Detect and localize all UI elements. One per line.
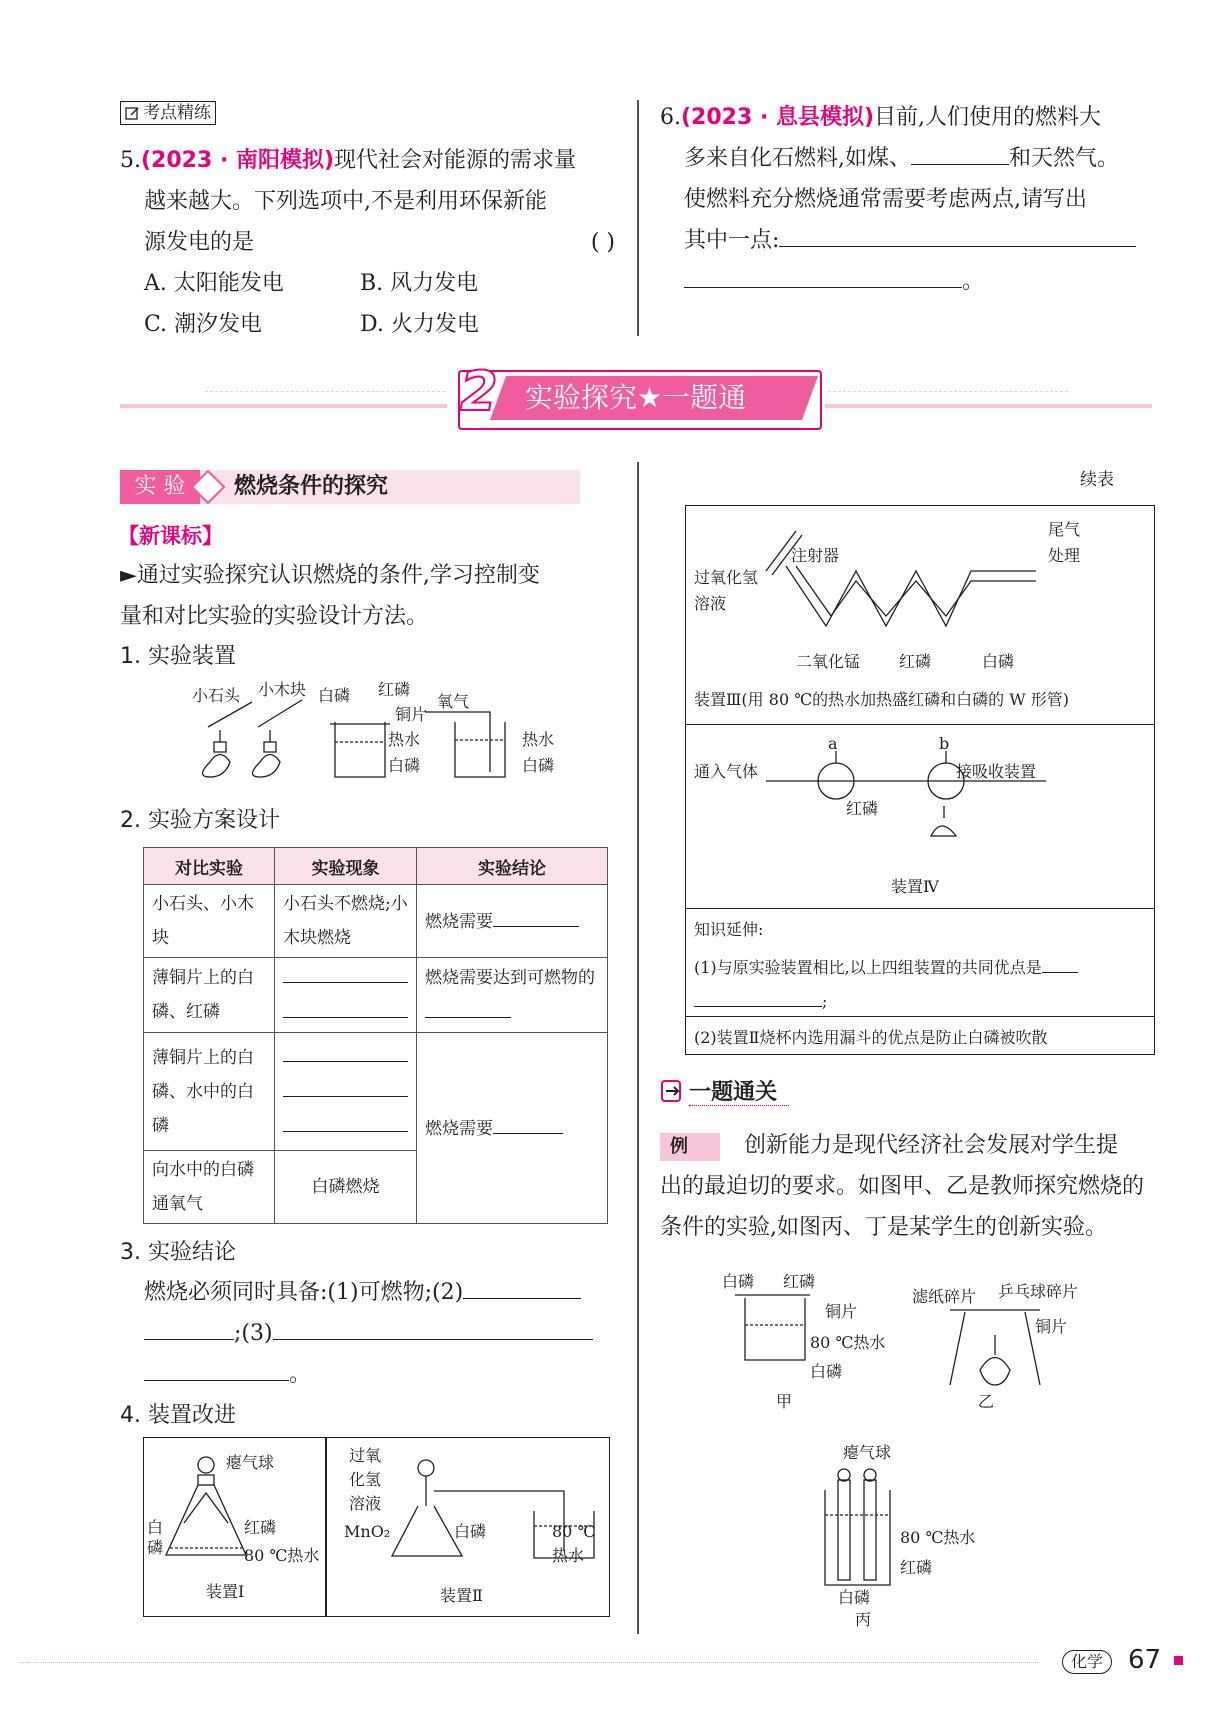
question-5: 5.(2023 · 南阳模拟)现代社会对能源的需求量 越来越大。下列选项中,不是利用环保新能 源发电的是 ( ) A. 太阳能发电 B. 风力发电 C. 潮汐发电 D. 火力发电 bbox=[120, 148, 615, 337]
device-4-drawing bbox=[766, 736, 1066, 846]
standard-tag: 【新课标】 bbox=[118, 524, 223, 548]
tag-practice: 考点精练 bbox=[120, 101, 216, 125]
banner-number: 2 bbox=[460, 360, 498, 423]
example-text: 例 创新能力是现代经济社会发展对学生提 出的最迫切的要求。如图甲、乙是教师探究燃烧的 条件的实验,如图丙、丁是某学生的创新实验。 bbox=[660, 1133, 1145, 1240]
section-banner bbox=[120, 360, 1152, 435]
section-1-title: 1. 实验装置 bbox=[120, 644, 236, 669]
device-3-drawing bbox=[756, 526, 1076, 636]
figure-bing-drawing bbox=[820, 1465, 910, 1605]
column-divider-bottom bbox=[637, 462, 639, 1634]
conclusion-text: 燃烧必须同时具备:(1)可燃物;(2) ;(3) 。 bbox=[144, 1272, 609, 1395]
experiment-header: 实 验 燃烧条件的探究 bbox=[120, 470, 580, 504]
experiment-title: 燃烧条件的探究 bbox=[234, 474, 389, 499]
section-2-title: 2. 实验方案设计 bbox=[120, 808, 280, 833]
standard-text: ►通过实验探究认识燃烧的条件,学习控制变 量和对比实验的实验设计方法。 bbox=[120, 563, 540, 629]
continued-label: 续表 bbox=[1080, 470, 1114, 490]
arrow-box-icon bbox=[660, 1079, 684, 1103]
improved-devices: 瘪气球 白磷 红磷 80 ℃热水 装置Ⅰ 过氧 化氢 溶液 MnO₂ 白磷 80 ℃ 热水 装置Ⅱ bbox=[143, 1437, 610, 1617]
example-tag: 例 bbox=[660, 1133, 720, 1161]
banner-title: 实验探究★一题通 bbox=[525, 381, 747, 414]
question-6: 6.(2023 · 息县模拟)目前,人们使用的燃料大 多来自化石燃料,如煤、 和天然气。 使燃料充分燃烧通常需要考虑两点,请写出 其中一点: 。 bbox=[660, 97, 1156, 302]
column-divider bbox=[637, 100, 639, 336]
figure-yi-drawing bbox=[945, 1300, 1045, 1390]
footer-line bbox=[20, 1662, 1040, 1663]
pencil-icon bbox=[125, 106, 140, 121]
page-number: 67 bbox=[1128, 1645, 1162, 1675]
design-table: 对比实验 实验现象 实验结论 小石头、小木块 小石头不燃烧;小木块燃烧 燃烧需要 薄铜片上的白磷、红磷 燃烧需要达到可燃物的 薄铜片上的白磷、水中的白磷 燃烧需要 向水中的白磷通氧气 白磷燃烧 bbox=[143, 847, 608, 1224]
continued-table: 注射器 过氧化氢 溶液 尾气 处理 二氧化锰 红磷 白磷 装置Ⅲ(用 80 ℃的热水加热盛红磷和白磷的 W 形管) a b 通入气体 接吸收装置 红磷 装置Ⅳ 知识延伸: (1)与原实验装置相比,以上四组装置的共同优点是 ; (2)装置Ⅱ烧杯内选用漏斗的优点是防止白磷被吹散 bbox=[685, 505, 1155, 1055]
section-4-title: 4. 装置改进 bbox=[120, 1403, 236, 1428]
section-3-title: 3. 实验结论 bbox=[120, 1240, 236, 1265]
one-pass-header: 一题通关 bbox=[660, 1075, 789, 1106]
page-marker bbox=[1174, 1656, 1183, 1665]
subject-badge: 化学 bbox=[1062, 1650, 1112, 1674]
